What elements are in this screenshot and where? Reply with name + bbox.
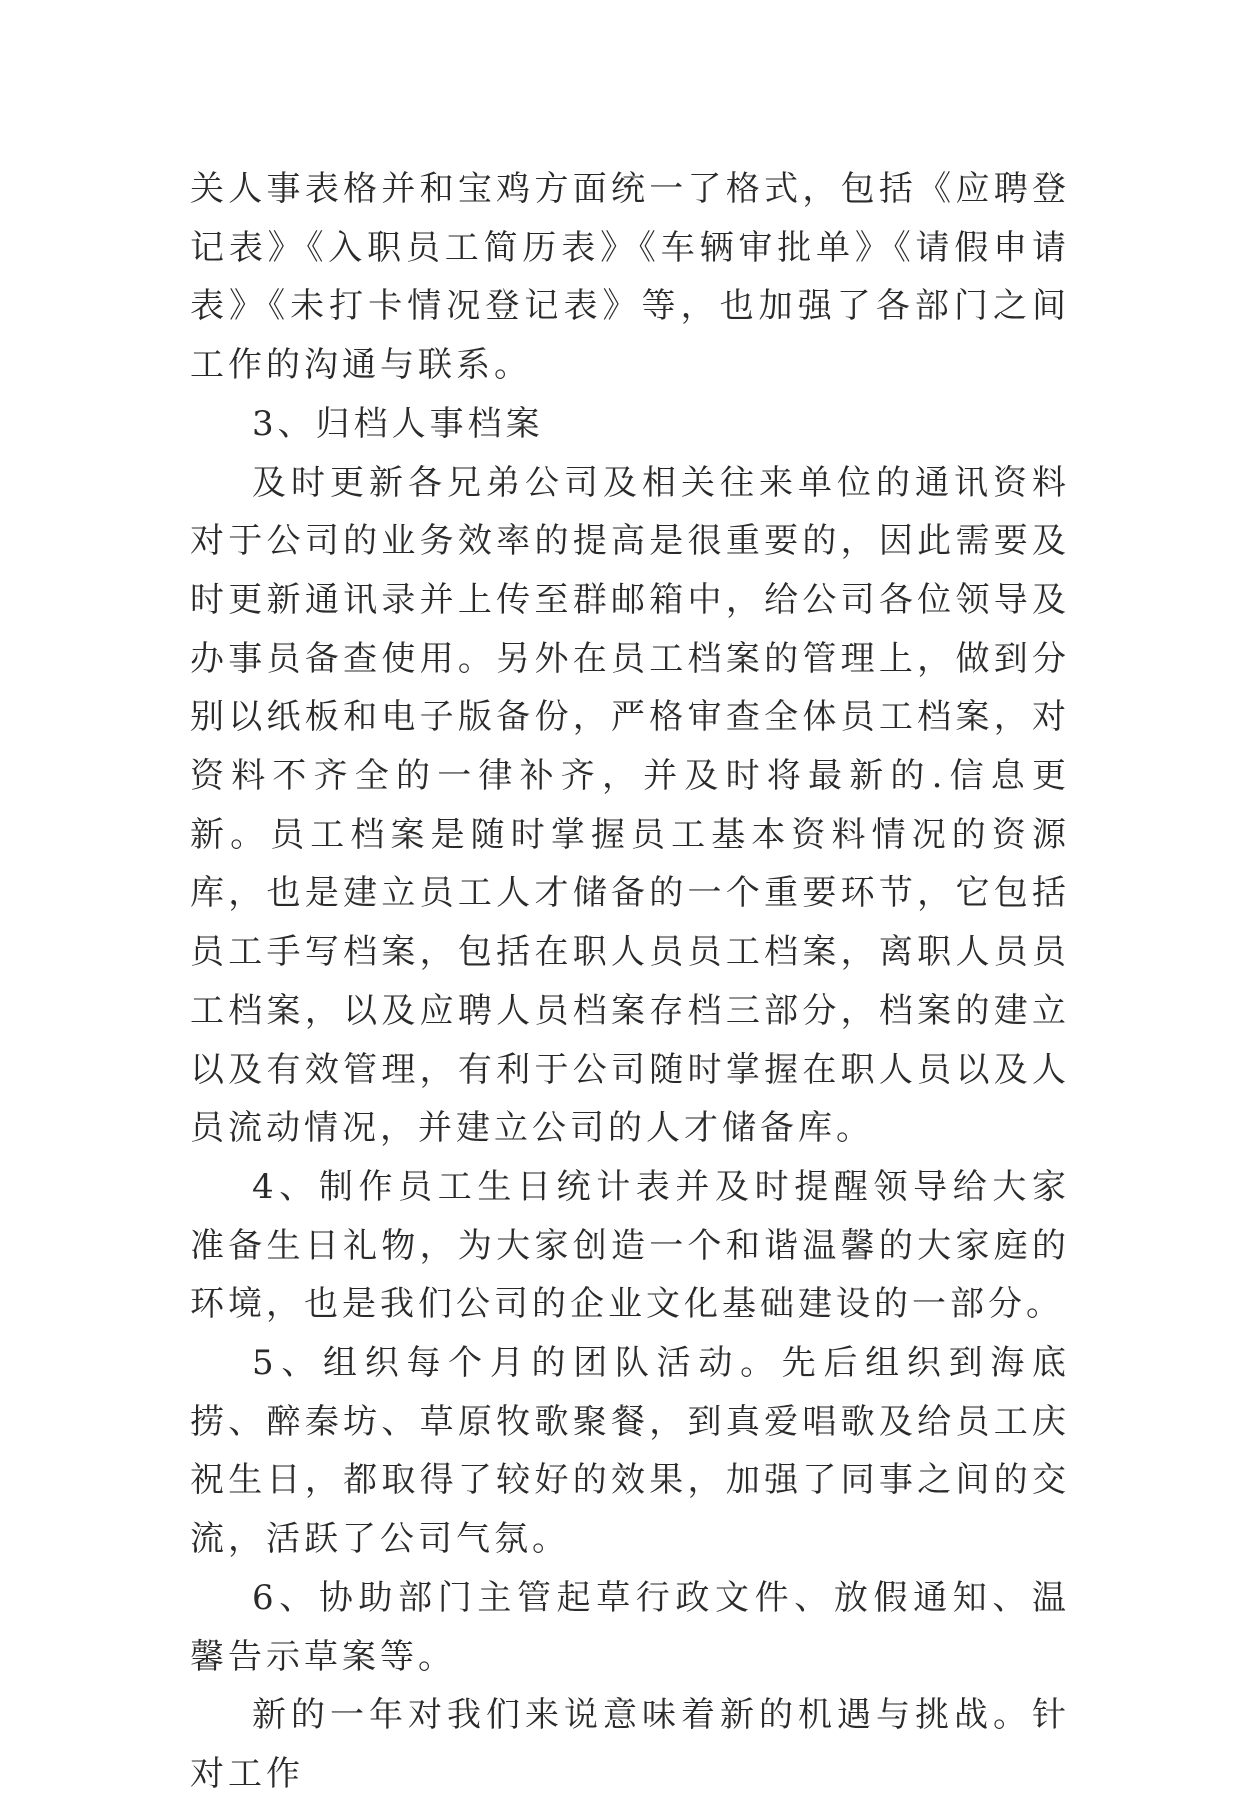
paragraph-continued: 关人事表格并和宝鸡方面统一了格式，包括《应聘登记表》《入职员工简历表》《车辆审批单》《请假申请表》《未打卡情况登记表》等，也加强了各部门之间工作的沟通与联系。 [190,169,1070,386]
paragraph-drafting: 6、协助部门主管起草行政文件、放假通知、温馨告示草案等。 [190,1577,1070,1677]
paragraph-team-activities: 5、组织每个月的团队活动。先后组织到海底捞、醉秦坊、草原牧歌聚餐，到真爱唱歌及给员工庆祝生日，都取得了较好的效果，加强了同事之间的交流，活跃了公司气氛。 [190,1343,1070,1560]
paragraph-birthday: 4、制作员工生日统计表并及时提醒领导给大家准备生日礼物，为大家创造一个和谐温馨的大家庭的环境，也是我们公司的企业文化基础建设的一部分。 [190,1166,1070,1325]
paragraph-heading-archive: 3、归档人事档案 [252,403,544,444]
paragraph-new-year: 新的一年对我们来说意味着新的机遇与挑战。针对工作 [190,1695,1070,1794]
paragraph-archive-details: 及时更新各兄弟公司及相关往来单位的通讯资料对于公司的业务效率的提高是很重要的，因此需要及时更新通讯录并上传至群邮箱中，给公司各位领导及办事员备查使用。另外在员工档案的管理上，做到分别以纸板和电子版备份，严格审查全体员工档案，对资料不齐全的一律补齐，并及时将最新的.信息更新。员工档案是随时掌握员工基本资料情况的资源库，也是建立员工人才储备的一个重要环节，它包括员工手写档案，包括在职人员员工档案，离职人员员工档案，以及应聘人员档案存档三部分，档案的建立以及有效管理，有利于公司随时掌握在职人员以及人员流动情况，并建立公司的人才储备库。 [190,462,1070,1149]
document-body [190,160,1070,1804]
